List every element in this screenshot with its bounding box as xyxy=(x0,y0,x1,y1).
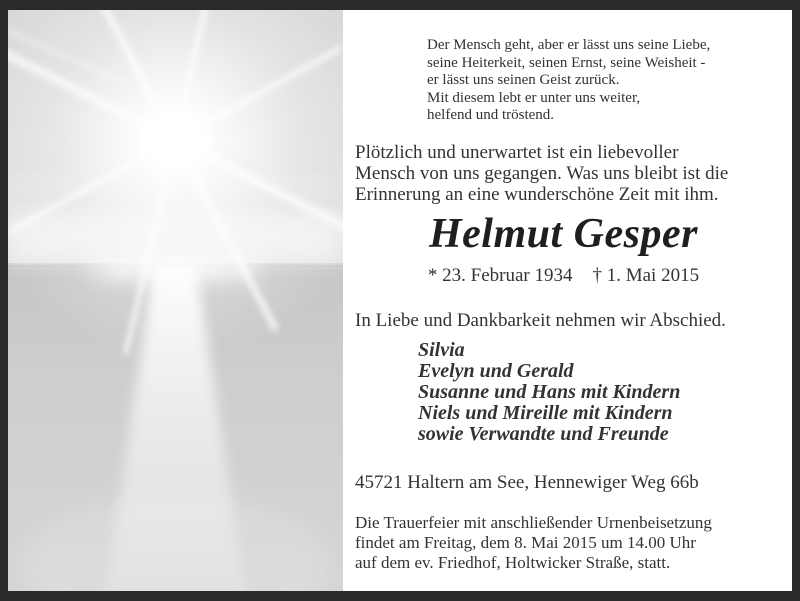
mourner-name: Evelyn und Gerald xyxy=(418,359,574,382)
mourner-name: Niels und Mireille mit Kindern xyxy=(418,401,673,424)
funeral-info-line: findet am Freitag, dem 8. Mai 2015 um 14.00 Uhr xyxy=(355,532,696,552)
birth-date: * 23. Februar 1934 xyxy=(427,264,573,286)
farewell-line: In Liebe und Dankbarkeit nehmen wir Abschied. xyxy=(355,309,726,331)
mourners-list xyxy=(418,340,772,445)
mourner-name: Silvia xyxy=(418,338,465,361)
mourner-name: sowie Verwandte und Freunde xyxy=(418,422,669,445)
verse-line: er lässt uns seinen Geist zurück. xyxy=(427,72,620,88)
mourner-name: Susanne und Hans mit Kindern xyxy=(418,380,681,403)
deceased-name: Helmut Gesper xyxy=(429,210,698,257)
announcement-line: Mensch von uns gegangen. Was uns bleibt ist die xyxy=(355,162,729,184)
funeral-info xyxy=(355,513,772,573)
verse-line: seine Heiterkeit, seinen Ernst, seine Weisheit - xyxy=(427,54,706,71)
memorial-photo xyxy=(8,10,343,591)
announcement-line: Plötzlich und unerwartet ist ein liebevoller xyxy=(355,141,679,163)
funeral-info-line: auf dem ev. Friedhof, Holtwicker Straße, statt. xyxy=(355,552,671,572)
verse-line: helfend und tröstend. xyxy=(427,107,555,123)
obituary-notice xyxy=(8,10,792,591)
sun-over-sea-image xyxy=(8,10,343,591)
opening-verse xyxy=(427,37,772,125)
funeral-info-line: Die Trauerfeier mit anschließender Urnenbeisetzung xyxy=(355,512,712,532)
address-line: 45721 Haltern am See, Hennewiger Weg 66b xyxy=(355,471,699,493)
notice-text xyxy=(343,10,792,591)
verse-line: Mit diesem lebt er unter uns weiter, xyxy=(427,89,641,106)
death-announcement xyxy=(355,142,772,205)
death-date: † 1. Mai 2015 xyxy=(592,264,700,286)
life-dates xyxy=(355,265,772,286)
verse-line: Der Mensch geht, aber er lässt uns seine Liebe, xyxy=(427,37,711,53)
announcement-line: Erinnerung an eine wunderschöne Zeit mit ihm. xyxy=(355,183,719,205)
